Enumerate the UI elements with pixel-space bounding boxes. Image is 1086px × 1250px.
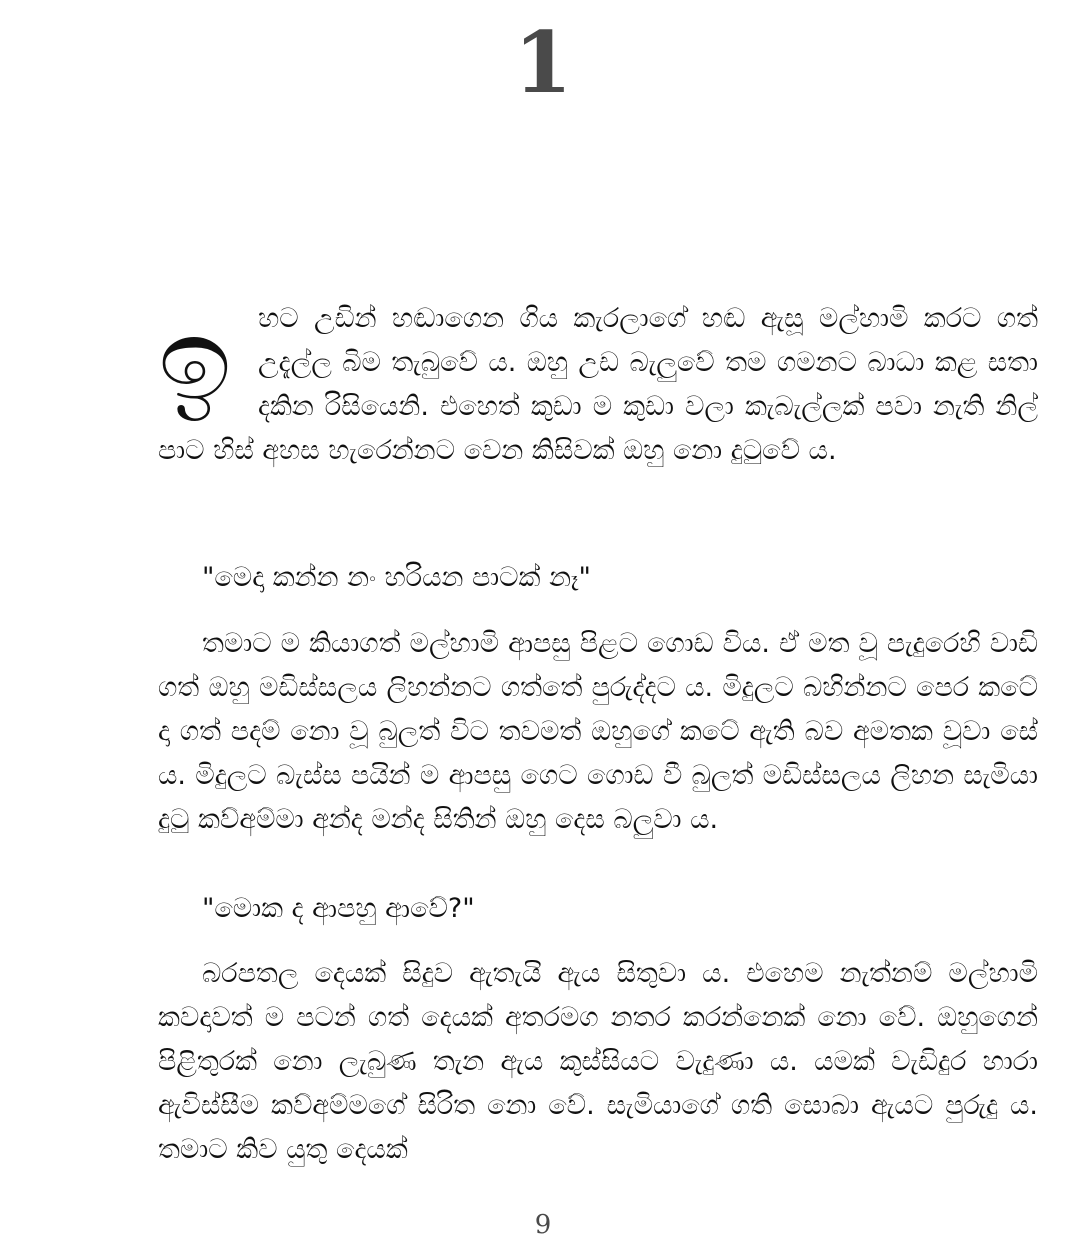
paragraph-second: තමාට ම කියාගත් මල්හාමි ආපසු පිළට ගොඩ විය. ඒ මත වූ පැදුරෙහි වාඩි ගත් ඔහු මඩිස්සලය ලිහන්නට ගත්තේ පුරුද්දට ය. මිදුලට බහින්නට පෙර කටේ දා ගත් පදම් නො වූ බුලත් විට තවමත් ඔහුගේ කටේ ඇති බව අමතක වූවා සේ ය. මිදුලට බැස්ස පයින් ම ආපසු ගෙට ගොඩ වී බුලත් මඩිස්සලය ලිහන සැමියා දුටු කව්අම්මා අන්ද මන්ද සිතින් ඔහු දෙස බලුවා ය.	[158, 628, 1038, 835]
paragraph-third: බරපතල දෙයක් සිදුව ඇතැයි ඇය සිතුවා ය. එහෙම නැත්නම් මල්හාමි කවදාවත් ම පටන් ගත් දෙයක් අතරමග නතර කරන්නෙක් නො වේ. ඔහුගෙන් පිළිතුරක් නො ලැබුණ තැන ඇය කුස්සියට වැදුණා ය. යමක් වැඩිදුර හාරා ඇවිස්සීම කව්අම්මගේ සිරිත නො වේ. සැමියාගේ ගති සොබා ඇයට පුරුදු ය. තමාට කිව යුතු දෙයක්	[158, 958, 1038, 1165]
chapter-number: 1	[513, 13, 573, 112]
dialogue-quote-2: "මොක ද ආපහු ආවේ?"	[202, 893, 475, 924]
dialogue-quote-1: "මෙදා කන්න නං හරියන පාටක් නෑ"	[202, 562, 591, 593]
drop-cap-letter: ඉ	[158, 290, 232, 428]
page-number: 9	[534, 1210, 552, 1240]
paragraph-opening	[158, 290, 1038, 473]
paragraph-opening-text: හට උඩින් හඬාගෙන ගිය කැරලාගේ හඬ ඇසූ මල්හාමි කරට ගත් උදැල්ල බිම තැබුවේ ය. ඔහු උඩ බැලුවේ තම ගමනට බාධා කළ සතා දකින රිසියෙනි. එහෙත් කුඩා ම කුඩා වලා කැබැල්ලක් පවා නැති නිල් පාට හිස් අහස හැරෙන්නට වෙන කිසිවක් ඔහු නො දුටුවේ ය.	[158, 303, 1038, 466]
